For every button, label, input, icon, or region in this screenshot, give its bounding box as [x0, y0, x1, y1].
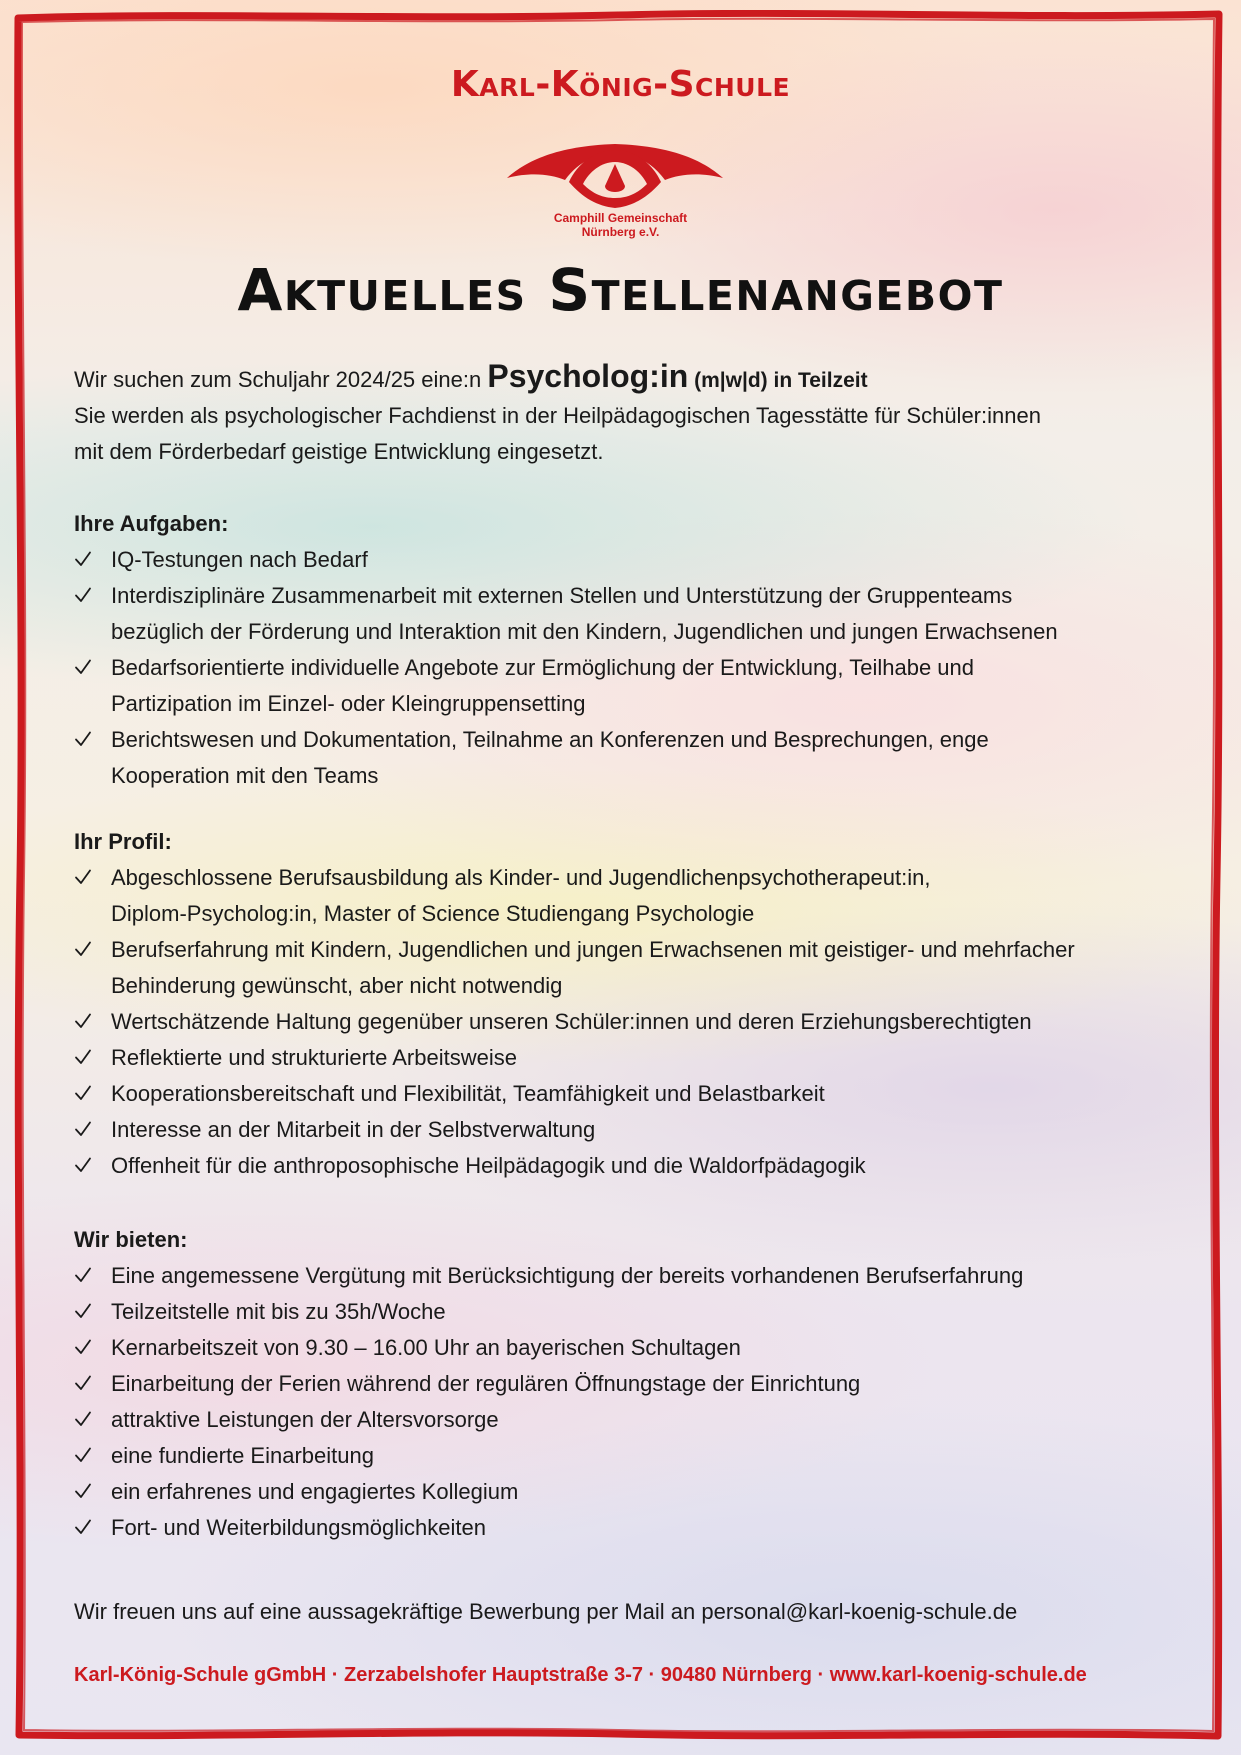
- checkmark-icon: [74, 860, 96, 897]
- list-item: [74, 1366, 1204, 1402]
- list-item: [74, 542, 1204, 578]
- list-item-text: Reflektierte und strukturierte Arbeitsweise: [111, 1045, 517, 1070]
- list-item-text: Fort- und Weiterbildungsmöglichkeiten: [111, 1515, 486, 1540]
- checkmark-icon: [74, 1004, 96, 1041]
- job-title: Psycholog:in: [487, 358, 689, 394]
- job-qualifier: (m|w|d) in Teilzeit: [688, 369, 868, 392]
- offer-list: [74, 1258, 1204, 1546]
- list-item: [74, 1004, 1204, 1040]
- checkmark-icon: [74, 1112, 96, 1149]
- list-item: [74, 1402, 1204, 1438]
- list-item: [74, 1076, 1204, 1112]
- list-item-text: Berichtswesen und Dokumentation, Teilnahme an Konferenzen und Besprechungen, enge: [111, 727, 989, 752]
- list-item-text: eine fundierte Einarbeitung: [111, 1443, 374, 1468]
- list-item: [74, 1112, 1204, 1148]
- list-item-text: ein erfahrenes und engagiertes Kollegium: [111, 1479, 519, 1504]
- checkmark-icon: [74, 1402, 96, 1439]
- list-item: [74, 1040, 1204, 1076]
- list-item-text: Offenheit für die anthroposophische Heilpädagogik und die Waldorfpädagogik: [111, 1153, 866, 1178]
- footer-address: Karl-König-Schule gGmbH · Zerzabelshofer Hauptstraße 3-7 · 90480 Nürnberg · www.karl-koenig-schule.de: [74, 1664, 1087, 1686]
- list-item-text: Kooperationsbereitschaft und Flexibilität, Teamfähigkeit und Belastbarkeit: [111, 1081, 825, 1106]
- org-name-line1: Camphill Gemeinschaft: [553, 211, 688, 225]
- list-item-text: Wertschätzende Haltung gegenüber unseren Schüler:innen und deren Erziehungsberechtigten: [111, 1009, 1032, 1034]
- tasks-section: [74, 506, 1204, 794]
- list-item: [74, 1438, 1204, 1474]
- checkmark-icon: [74, 1076, 96, 1113]
- checkmark-icon: [74, 932, 96, 969]
- list-item: [74, 1258, 1204, 1294]
- checkmark-icon: [74, 1438, 96, 1475]
- checkmark-icon: [74, 1040, 96, 1077]
- profile-section: [74, 824, 1204, 1184]
- list-item: [74, 1294, 1204, 1330]
- list-item: [74, 1510, 1204, 1546]
- checkmark-icon: [74, 542, 96, 579]
- list-item-text: Teilzeitstelle mit bis zu 35h/Woche: [111, 1299, 446, 1324]
- checkmark-icon: [74, 1294, 96, 1331]
- list-item-text: attraktive Leistungen der Altersvorsorge: [111, 1407, 499, 1432]
- intro-description-line1: Sie werden als psychologischer Fachdienst in der Heilpädagogischen Tagesstätte für Schüler:innen: [74, 403, 1041, 428]
- checkmark-icon: [74, 1258, 96, 1295]
- list-item-text: Interesse an der Mitarbeit in der Selbstverwaltung: [111, 1117, 596, 1142]
- list-item: [74, 932, 1204, 1004]
- checkmark-icon: [74, 1474, 96, 1511]
- offer-section: [74, 1222, 1204, 1546]
- list-item-text: Partizipation im Einzel- oder Kleingruppensetting: [111, 691, 586, 716]
- closing-text: Wir freuen uns auf eine aussagekräftige Bewerbung per Mail an personal@karl-koenig-schule.de: [74, 1599, 1018, 1624]
- tasks-heading: Ihre Aufgaben:: [74, 511, 229, 536]
- list-item: [74, 650, 1204, 722]
- list-item-text: Diplom-Psycholog:in, Master of Science Studiengang Psychologie: [111, 901, 755, 926]
- checkmark-icon: [74, 722, 96, 759]
- list-item: [74, 722, 1204, 794]
- list-item: [74, 1474, 1204, 1510]
- checkmark-icon: [74, 1510, 96, 1547]
- list-item: [74, 1330, 1204, 1366]
- list-item-text: Eine angemessene Vergütung mit Berücksichtigung der bereits vorhandenen Berufserfahrung: [111, 1263, 1024, 1288]
- list-item: [74, 860, 1204, 932]
- checkmark-icon: [74, 1330, 96, 1367]
- checkmark-icon: [74, 578, 96, 615]
- intro-description-line2: mit dem Förderbedarf geistige Entwicklung eingesetzt.: [74, 439, 604, 464]
- list-item: [74, 578, 1204, 650]
- intro-lead: Wir suchen zum Schuljahr 2024/25 eine:n: [74, 367, 488, 392]
- checkmark-icon: [74, 1366, 96, 1403]
- profile-list: [74, 860, 1204, 1184]
- checkmark-icon: [74, 1148, 96, 1185]
- checkmark-icon: [74, 650, 96, 687]
- school-name: Karl-König-Schule: [450, 64, 791, 105]
- list-item-text: Behinderung gewünscht, aber nicht notwendig: [111, 973, 563, 998]
- list-item-text: bezüglich der Förderung und Interaktion mit den Kindern, Jugendlichen und jungen Erwachsenen: [111, 619, 1058, 644]
- camphill-logo-icon: [505, 132, 725, 212]
- list-item-text: Abgeschlossene Berufsausbildung als Kinder- und Jugendlichenpsychotherapeut:in,: [111, 865, 931, 890]
- list-item: [74, 1148, 1204, 1184]
- list-item-text: Kooperation mit den Teams: [111, 763, 379, 788]
- page-title: Aktuelles Stellenangebot: [237, 256, 1004, 324]
- profile-heading: Ihr Profil:: [74, 829, 172, 854]
- intro-headline: [74, 358, 1184, 399]
- list-item-text: IQ-Testungen nach Bedarf: [111, 547, 368, 572]
- list-item-text: Bedarfsorientierte individuelle Angebote zur Ermöglichung der Entwicklung, Teilhabe und: [111, 655, 975, 680]
- offer-heading: Wir bieten:: [74, 1227, 188, 1252]
- list-item-text: Einarbeitung der Ferien während der regulären Öffnungstage der Einrichtung: [111, 1371, 861, 1396]
- org-name-line2: Nürnberg e.V.: [581, 225, 660, 239]
- list-item-text: Interdisziplinäre Zusammenarbeit mit externen Stellen und Unterstützung der Gruppenteams: [111, 583, 1013, 608]
- list-item-text: Berufserfahrung mit Kindern, Jugendlichen und jungen Erwachsenen mit geistiger- und mehrfacher: [111, 937, 1075, 962]
- list-item-text: Kernarbeitszeit von 9.30 – 16.00 Uhr an bayerischen Schultagen: [111, 1335, 741, 1360]
- tasks-list: [74, 542, 1204, 794]
